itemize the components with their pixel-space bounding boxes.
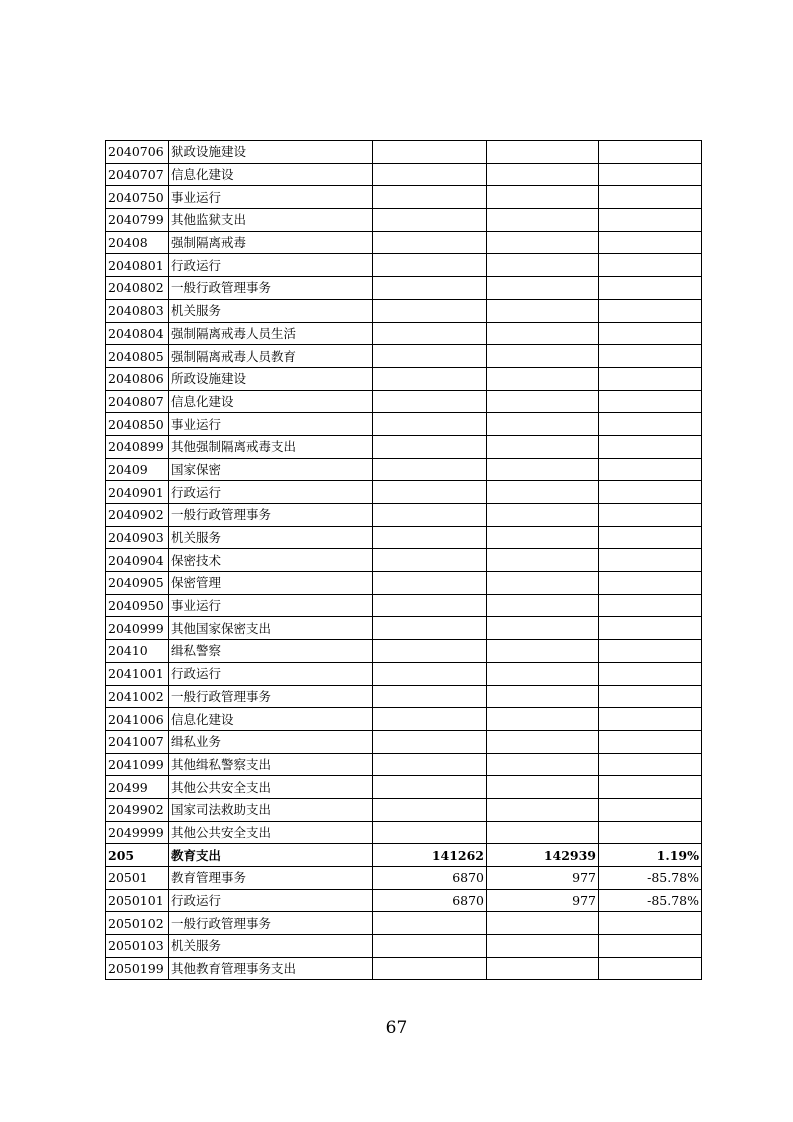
table-row xyxy=(106,572,702,595)
name-cell: 一般行政管理事务 xyxy=(169,912,373,935)
value-cell-1 xyxy=(373,572,487,595)
value-cell-2: 977 xyxy=(487,867,599,890)
table-row xyxy=(106,776,702,799)
value-cell-3 xyxy=(599,662,702,685)
value-cell-1 xyxy=(373,504,487,527)
table-row xyxy=(106,231,702,254)
code-cell: 2040802 xyxy=(106,277,169,300)
table-row xyxy=(106,413,702,436)
name-cell: 行政运行 xyxy=(169,662,373,685)
name-cell: 教育管理事务 xyxy=(169,867,373,890)
value-cell-3 xyxy=(599,526,702,549)
value-cell-1 xyxy=(373,935,487,958)
table-row xyxy=(106,844,702,867)
page-number: 67 xyxy=(385,1018,408,1038)
value-cell-3 xyxy=(599,413,702,436)
value-cell-1 xyxy=(373,617,487,640)
value-cell-2 xyxy=(487,526,599,549)
name-cell: 一般行政管理事务 xyxy=(169,685,373,708)
value-cell-1 xyxy=(373,549,487,572)
value-cell-1 xyxy=(373,322,487,345)
value-cell-3: -85.78% xyxy=(599,867,702,890)
value-cell-3 xyxy=(599,821,702,844)
name-cell: 行政运行 xyxy=(169,481,373,504)
value-cell-1 xyxy=(373,662,487,685)
value-cell-1: 141262 xyxy=(373,844,487,867)
name-cell: 其他教育管理事务支出 xyxy=(169,957,373,980)
code-cell: 2041001 xyxy=(106,662,169,685)
table-row xyxy=(106,390,702,413)
table-row xyxy=(106,322,702,345)
value-cell-3 xyxy=(599,776,702,799)
value-cell-1: 6870 xyxy=(373,867,487,890)
code-cell: 20408 xyxy=(106,231,169,254)
value-cell-3: 1.19% xyxy=(599,844,702,867)
value-cell-2 xyxy=(487,753,599,776)
table-row xyxy=(106,912,702,935)
table-row xyxy=(106,526,702,549)
code-cell: 2040801 xyxy=(106,254,169,277)
value-cell-1 xyxy=(373,594,487,617)
value-cell-3 xyxy=(599,935,702,958)
name-cell: 国家保密 xyxy=(169,458,373,481)
code-cell: 2040999 xyxy=(106,617,169,640)
value-cell-1 xyxy=(373,413,487,436)
value-cell-3 xyxy=(599,254,702,277)
table-row xyxy=(106,504,702,527)
code-cell: 2040799 xyxy=(106,209,169,232)
name-cell: 事业运行 xyxy=(169,594,373,617)
value-cell-2 xyxy=(487,549,599,572)
value-cell-1 xyxy=(373,299,487,322)
name-cell: 信息化建设 xyxy=(169,390,373,413)
value-cell-3 xyxy=(599,504,702,527)
name-cell: 其他公共安全支出 xyxy=(169,776,373,799)
value-cell-1 xyxy=(373,481,487,504)
value-cell-1 xyxy=(373,231,487,254)
name-cell: 信息化建设 xyxy=(169,163,373,186)
name-cell: 强制隔离戒毒人员教育 xyxy=(169,345,373,368)
budget-table xyxy=(105,140,702,980)
value-cell-3 xyxy=(599,572,702,595)
code-cell: 20409 xyxy=(106,458,169,481)
code-cell: 2050199 xyxy=(106,957,169,980)
value-cell-1: 6870 xyxy=(373,889,487,912)
value-cell-2 xyxy=(487,209,599,232)
value-cell-2 xyxy=(487,481,599,504)
name-cell: 事业运行 xyxy=(169,186,373,209)
table-row xyxy=(106,367,702,390)
value-cell-3 xyxy=(599,594,702,617)
code-cell: 2040804 xyxy=(106,322,169,345)
value-cell-3 xyxy=(599,299,702,322)
value-cell-2 xyxy=(487,277,599,300)
table-row xyxy=(106,345,702,368)
value-cell-1 xyxy=(373,390,487,413)
value-cell-1 xyxy=(373,254,487,277)
code-cell: 2041002 xyxy=(106,685,169,708)
value-cell-1 xyxy=(373,821,487,844)
value-cell-3 xyxy=(599,685,702,708)
table-row xyxy=(106,730,702,753)
value-cell-2 xyxy=(487,935,599,958)
name-cell: 信息化建设 xyxy=(169,708,373,731)
value-cell-3 xyxy=(599,367,702,390)
value-cell-2 xyxy=(487,435,599,458)
code-cell: 2041007 xyxy=(106,730,169,753)
value-cell-3 xyxy=(599,617,702,640)
value-cell-1 xyxy=(373,798,487,821)
table-row xyxy=(106,685,702,708)
table-row xyxy=(106,821,702,844)
code-cell: 2040805 xyxy=(106,345,169,368)
name-cell: 其他公共安全支出 xyxy=(169,821,373,844)
value-cell-1 xyxy=(373,163,487,186)
value-cell-1 xyxy=(373,730,487,753)
code-cell: 2040850 xyxy=(106,413,169,436)
value-cell-2 xyxy=(487,685,599,708)
code-cell: 20499 xyxy=(106,776,169,799)
value-cell-2 xyxy=(487,798,599,821)
value-cell-3 xyxy=(599,345,702,368)
value-cell-1 xyxy=(373,708,487,731)
value-cell-3 xyxy=(599,435,702,458)
value-cell-2 xyxy=(487,912,599,935)
value-cell-2 xyxy=(487,640,599,663)
table-row xyxy=(106,141,702,164)
value-cell-1 xyxy=(373,912,487,935)
table-row xyxy=(106,254,702,277)
value-cell-3 xyxy=(599,481,702,504)
name-cell: 强制隔离戒毒 xyxy=(169,231,373,254)
value-cell-2 xyxy=(487,730,599,753)
code-cell: 2050102 xyxy=(106,912,169,935)
value-cell-3 xyxy=(599,912,702,935)
code-cell: 2040707 xyxy=(106,163,169,186)
value-cell-2: 977 xyxy=(487,889,599,912)
code-cell: 2040706 xyxy=(106,141,169,164)
value-cell-1 xyxy=(373,435,487,458)
code-cell: 2050101 xyxy=(106,889,169,912)
value-cell-2 xyxy=(487,299,599,322)
value-cell-1 xyxy=(373,526,487,549)
table-row xyxy=(106,617,702,640)
value-cell-3 xyxy=(599,458,702,481)
value-cell-2 xyxy=(487,231,599,254)
value-cell-3 xyxy=(599,730,702,753)
value-cell-1 xyxy=(373,277,487,300)
name-cell: 缉私业务 xyxy=(169,730,373,753)
code-cell: 205 xyxy=(106,844,169,867)
table-row xyxy=(106,798,702,821)
value-cell-1 xyxy=(373,345,487,368)
name-cell: 机关服务 xyxy=(169,935,373,958)
value-cell-1 xyxy=(373,753,487,776)
name-cell: 保密管理 xyxy=(169,572,373,595)
value-cell-1 xyxy=(373,141,487,164)
value-cell-3 xyxy=(599,277,702,300)
name-cell: 行政运行 xyxy=(169,254,373,277)
value-cell-2 xyxy=(487,662,599,685)
value-cell-1 xyxy=(373,209,487,232)
value-cell-2 xyxy=(487,413,599,436)
value-cell-3 xyxy=(599,231,702,254)
table-row xyxy=(106,594,702,617)
value-cell-3 xyxy=(599,753,702,776)
name-cell: 国家司法救助支出 xyxy=(169,798,373,821)
code-cell: 2040902 xyxy=(106,504,169,527)
table-row xyxy=(106,209,702,232)
value-cell-2 xyxy=(487,458,599,481)
value-cell-3 xyxy=(599,322,702,345)
value-cell-3: -85.78% xyxy=(599,889,702,912)
code-cell: 2049902 xyxy=(106,798,169,821)
name-cell: 机关服务 xyxy=(169,299,373,322)
value-cell-2 xyxy=(487,186,599,209)
table-row xyxy=(106,889,702,912)
code-cell: 2040803 xyxy=(106,299,169,322)
name-cell: 所政设施建设 xyxy=(169,367,373,390)
name-cell: 机关服务 xyxy=(169,526,373,549)
value-cell-2 xyxy=(487,821,599,844)
table-row xyxy=(106,163,702,186)
value-cell-1 xyxy=(373,458,487,481)
name-cell: 保密技术 xyxy=(169,549,373,572)
code-cell: 2040899 xyxy=(106,435,169,458)
code-cell: 2040903 xyxy=(106,526,169,549)
value-cell-2 xyxy=(487,345,599,368)
code-cell: 2040901 xyxy=(106,481,169,504)
value-cell-2 xyxy=(487,322,599,345)
value-cell-2 xyxy=(487,776,599,799)
value-cell-3 xyxy=(599,640,702,663)
value-cell-1 xyxy=(373,776,487,799)
code-cell: 2040750 xyxy=(106,186,169,209)
code-cell: 20501 xyxy=(106,867,169,890)
name-cell: 狱政设施建设 xyxy=(169,141,373,164)
name-cell: 缉私警察 xyxy=(169,640,373,663)
value-cell-2 xyxy=(487,141,599,164)
code-cell: 2040905 xyxy=(106,572,169,595)
code-cell: 2040904 xyxy=(106,549,169,572)
value-cell-3 xyxy=(599,163,702,186)
code-cell: 2040806 xyxy=(106,367,169,390)
code-cell: 2041099 xyxy=(106,753,169,776)
value-cell-2 xyxy=(487,254,599,277)
table-row xyxy=(106,549,702,572)
table-row xyxy=(106,640,702,663)
table-row xyxy=(106,662,702,685)
value-cell-2 xyxy=(487,163,599,186)
name-cell: 一般行政管理事务 xyxy=(169,504,373,527)
name-cell: 行政运行 xyxy=(169,889,373,912)
code-cell: 2040807 xyxy=(106,390,169,413)
table-row xyxy=(106,186,702,209)
name-cell: 强制隔离戒毒人员生活 xyxy=(169,322,373,345)
value-cell-2 xyxy=(487,617,599,640)
value-cell-2 xyxy=(487,594,599,617)
value-cell-2 xyxy=(487,390,599,413)
name-cell: 其他强制隔离戒毒支出 xyxy=(169,435,373,458)
value-cell-2 xyxy=(487,367,599,390)
table-row xyxy=(106,708,702,731)
value-cell-1 xyxy=(373,957,487,980)
name-cell: 其他缉私警察支出 xyxy=(169,753,373,776)
value-cell-2 xyxy=(487,572,599,595)
value-cell-3 xyxy=(599,957,702,980)
code-cell: 2040950 xyxy=(106,594,169,617)
table-row xyxy=(106,277,702,300)
code-cell: 2050103 xyxy=(106,935,169,958)
value-cell-2: 142939 xyxy=(487,844,599,867)
value-cell-1 xyxy=(373,367,487,390)
table-row xyxy=(106,867,702,890)
name-cell: 教育支出 xyxy=(169,844,373,867)
value-cell-3 xyxy=(599,186,702,209)
table-row xyxy=(106,935,702,958)
value-cell-1 xyxy=(373,640,487,663)
value-cell-1 xyxy=(373,186,487,209)
value-cell-3 xyxy=(599,390,702,413)
value-cell-3 xyxy=(599,141,702,164)
table-row xyxy=(106,458,702,481)
value-cell-2 xyxy=(487,708,599,731)
name-cell: 其他国家保密支出 xyxy=(169,617,373,640)
code-cell: 20410 xyxy=(106,640,169,663)
value-cell-3 xyxy=(599,798,702,821)
table-row xyxy=(106,299,702,322)
value-cell-1 xyxy=(373,685,487,708)
value-cell-2 xyxy=(487,504,599,527)
value-cell-3 xyxy=(599,708,702,731)
name-cell: 其他监狱支出 xyxy=(169,209,373,232)
value-cell-2 xyxy=(487,957,599,980)
budget-table-body xyxy=(106,141,702,980)
table-row xyxy=(106,481,702,504)
code-cell: 2041006 xyxy=(106,708,169,731)
table-row xyxy=(106,957,702,980)
value-cell-3 xyxy=(599,549,702,572)
table-row xyxy=(106,435,702,458)
name-cell: 事业运行 xyxy=(169,413,373,436)
value-cell-3 xyxy=(599,209,702,232)
table-row xyxy=(106,753,702,776)
code-cell: 2049999 xyxy=(106,821,169,844)
name-cell: 一般行政管理事务 xyxy=(169,277,373,300)
